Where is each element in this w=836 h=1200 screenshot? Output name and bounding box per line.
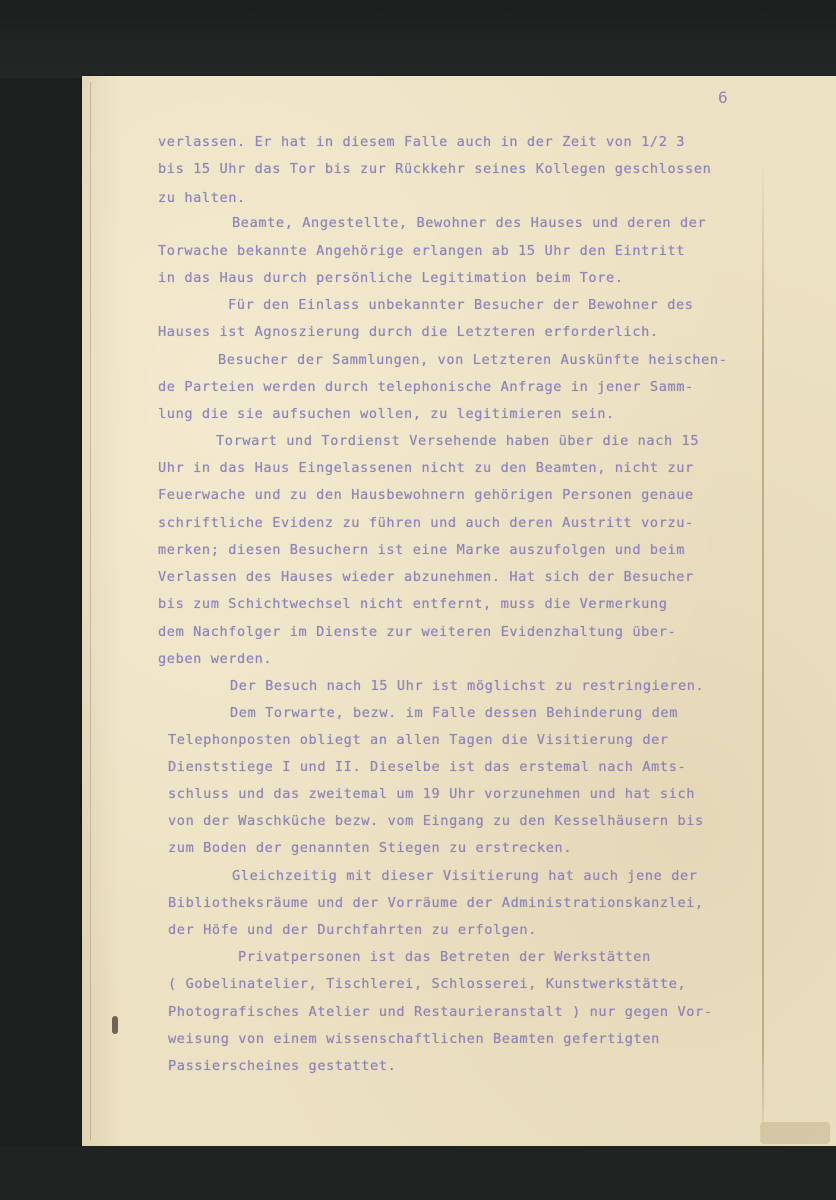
page-corner xyxy=(760,1122,830,1144)
text-line: verlassen. Er hat in diesem Falle auch in der Zeit von 1/2 3 xyxy=(158,134,686,150)
text-line: Besucher der Sammlungen, von Letzteren Auskünfte heischen- xyxy=(218,352,728,368)
text-line: Feuerwache und zu den Hausbewohnern gehörigen Personen genaue xyxy=(158,487,694,503)
text-line: Gleichzeitig mit dieser Visitierung hat auch jene der xyxy=(232,868,698,884)
text-line: in das Haus durch persönliche Legitimation beim Tore. xyxy=(158,270,624,286)
text-line: weisung von einem wissenschaftlichen Beamten gefertigten xyxy=(168,1031,660,1047)
text-line: Der Besuch nach 15 Uhr ist möglichst zu restringieren. xyxy=(230,678,705,694)
text-line: von der Waschküche bezw. vom Eingang zu den Kesselhäusern bis xyxy=(168,813,704,829)
text-line: merken; diesen Besuchern ist eine Marke auszufolgen und beim xyxy=(158,542,686,558)
text-line: Hauses ist Agnoszierung durch die Letzteren erforderlich. xyxy=(158,324,659,340)
text-line: Dienststiege I und II. Dieselbe ist das erstemal nach Amts- xyxy=(168,759,687,775)
page-number: 6 xyxy=(718,88,728,107)
text-line: der Höfe und der Durchfahrten zu erfolgen. xyxy=(168,922,537,938)
text-line: Privatpersonen ist das Betreten der Werkstätten xyxy=(238,949,651,965)
text-line: schluss und das zweitemal um 19 Uhr vorzunehmen und hat sich xyxy=(168,786,696,802)
text-line: zum Boden der genannten Stiegen zu erstrecken. xyxy=(168,840,573,856)
text-line: geben werden. xyxy=(158,651,273,667)
text-line: ( Gobelinatelier, Tischlerei, Schlosserei, Kunstwerkstätte, xyxy=(168,976,687,992)
page-fold xyxy=(762,160,764,1146)
text-line: de Parteien werden durch telephonische Anfrage in jener Samm- xyxy=(158,379,694,395)
text-line: dem Nachfolger im Dienste zur weiteren Evidenzhaltung über- xyxy=(158,624,677,640)
text-line: Torwache bekannte Angehörige erlangen ab 15 Uhr den Eintritt xyxy=(158,243,686,259)
text-line: zu halten. xyxy=(158,190,246,206)
text-line: Für den Einlass unbekannter Besucher der Bewohner des xyxy=(228,297,694,313)
text-line: Beamte, Angestellte, Bewohner des Hauses und deren der xyxy=(232,215,707,231)
text-line: Torwart und Tordienst Versehende haben über die nach 15 xyxy=(216,433,700,449)
text-line: Telephonposten obliegt an allen Tagen die Visitierung der xyxy=(168,732,669,748)
text-line: Verlassen des Hauses wieder abzunehmen. Hat sich der Besucher xyxy=(158,569,694,585)
text-line: bis 15 Uhr das Tor bis zur Rückkehr seines Kollegen geschlossen xyxy=(158,161,712,177)
text-line: Dem Torwarte, bezw. im Falle dessen Behinderung dem xyxy=(230,705,678,721)
text-line: lung die sie aufsuchen wollen, zu legitimieren sein. xyxy=(158,406,615,422)
scanner-background-bottom xyxy=(0,1146,836,1200)
binding-hole xyxy=(112,1016,118,1034)
text-line: Bibliotheksräume und der Vorräume der Administrationskanzlei, xyxy=(168,895,704,911)
text-line: bis zum Schichtwechsel nicht entfernt, muss die Vermerkung xyxy=(158,596,668,612)
scanner-background xyxy=(0,0,836,78)
text-line: Passierscheines gestattet. xyxy=(168,1058,397,1074)
page-edge xyxy=(90,82,121,1140)
text-line: Uhr in das Haus Eingelassenen nicht zu den Beamten, nicht zur xyxy=(158,460,694,476)
text-line: Photografisches Atelier und Restaurieranstalt ) nur gegen Vor- xyxy=(168,1004,713,1020)
text-line: schriftliche Evidenz zu führen und auch deren Austritt vorzu- xyxy=(158,515,694,531)
